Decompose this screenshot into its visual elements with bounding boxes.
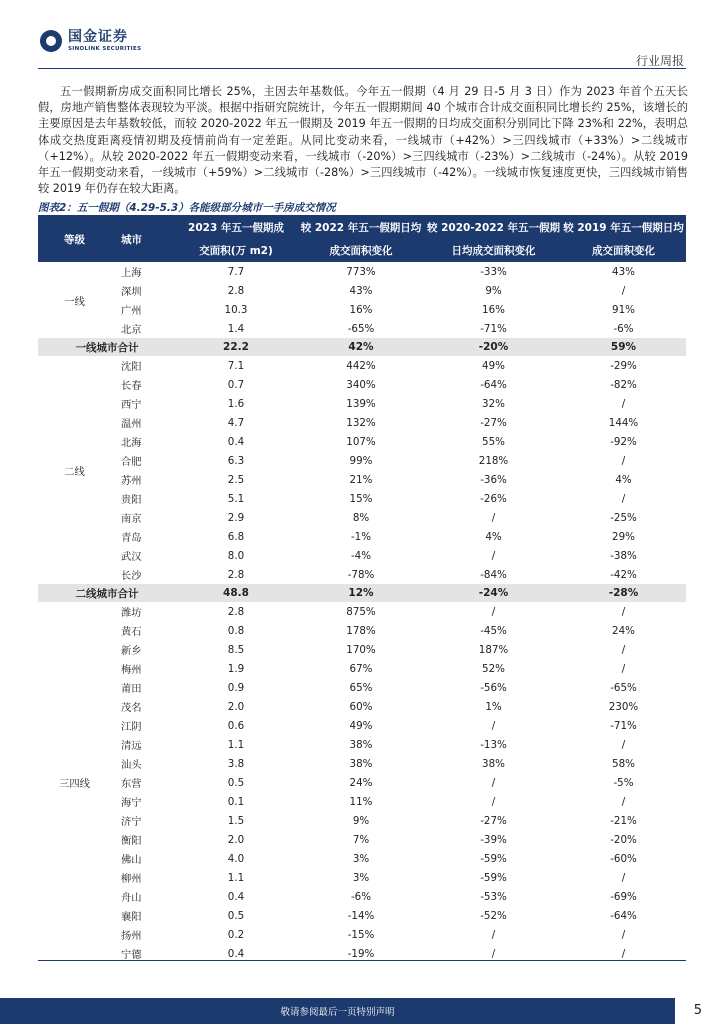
area-cell: 7.7 [227,265,245,278]
city-cell: 温州 [121,418,142,430]
vs2019-cell: -42% [610,568,637,581]
city-cell: 南京 [121,513,142,525]
city-sales-table [38,216,686,963]
table-row [38,697,686,716]
area-cell: 2.8 [227,605,245,618]
city-cell: 深圳 [121,286,142,298]
city-cell: 上海 [121,267,142,279]
vs2022-cell: 11% [349,795,373,808]
header-vs2022-line1: 较 2022 年五一假期日均 [296,216,426,239]
vs2020-cell: 32% [482,397,505,410]
vs2020-cell: -59% [480,871,507,884]
table-row [38,602,686,621]
summary-vs2019-cell: 59% [561,338,686,356]
vs2022-cell: 3% [352,852,370,865]
city-cell: 海宁 [121,797,142,809]
summary-row [38,338,686,356]
vs2020-cell: 55% [482,435,505,448]
vs2020-cell: -33% [480,265,507,278]
vs2019-cell: / [621,871,626,884]
summary-label: 二线城市合计 [38,584,176,602]
vs2019-cell: -82% [610,378,637,391]
city-cell: 江阴 [121,721,142,733]
header-vs2019-line1: 较 2019 年五一假期日均 [561,216,686,239]
vs2020-cell: 52% [482,662,505,675]
table-row [38,394,686,413]
vs2019-cell: / [621,662,626,675]
vs2022-cell: 16% [349,303,373,316]
vs2022-cell: 67% [349,662,373,675]
summary-vs2020-cell: -20% [426,338,561,356]
city-cell: 长沙 [121,570,142,582]
header-vs2020-line2: 日均成交面积变化 [426,239,561,262]
vs2019-cell: / [621,397,626,410]
summary-vs2022-cell: 42% [296,338,426,356]
vs2020-cell: -56% [480,681,507,694]
vs2020-cell: 4% [485,530,502,543]
table-row [38,716,686,735]
logo-name-cn: 国金证券 [68,29,128,45]
vs2020-cell: -27% [480,416,507,429]
figure-title: 图表2：五一假期（4.29-5.3）各能级部分城市一手房成交情况 [38,202,336,214]
summary-vs2020-cell: -24% [426,584,561,602]
vs2022-cell: 38% [349,738,373,751]
body-paragraph: 五一假期新房成交面积同比增长 25%，主因去年基数低。今年五一假期（4 月 29 日-5 月 3 日）作为 2023 年首个五天长假，房地产销售整体表现较为平淡。根据中指研究院统计，今年五一假期期间 40 个城市合计成交面积同比增长约 25%，该增长的主要原因是去年基数较低，而较 2020-2022 年五一假期及 2019 年五一假期的日均成交面积分别同比下降 23%和 22%，表明总体成交热度距离疫情初期及疫情前尚有一定差距。从同比变动来看，一线城市（+42%）>三四线城市（+33%）>二线城市（+12%）。从较 2020-2022 年五一假期变动来看，一线城市（-20%）>三四线城市（-23%）>二线城市（-24%）。从较 2019 年五一假期变动来看，一线城市（+59%）>二线城市（-28%）>三四线城市（-42%）。一线城市恢复速度更快，三四线城市销售较 2019 年仍存在较大距离。 [38,85,688,196]
area-cell: 0.1 [227,795,245,808]
vs2022-cell: 7% [352,833,370,846]
vs2019-cell: -20% [610,833,637,846]
vs2019-cell: -60% [610,852,637,865]
vs2019-cell: / [621,947,626,960]
vs2020-cell: -52% [480,909,507,922]
vs2019-cell: -25% [610,511,637,524]
area-cell: 0.6 [227,719,245,732]
vs2022-cell: 38% [349,757,373,770]
table-row [38,413,686,432]
city-cell: 西宁 [121,399,142,411]
city-cell: 合肥 [121,456,142,468]
area-cell: 0.7 [227,378,245,391]
area-cell: 7.1 [227,359,245,372]
vs2022-cell: -65% [347,322,375,335]
area-cell: 4.7 [227,416,245,429]
table-row [38,887,686,906]
header-vs2020-line1: 较 2020-2022 年五一假期 [426,216,561,239]
table-row [38,925,686,944]
area-cell: 1.1 [227,871,245,884]
vs2020-cell: -26% [480,492,507,505]
city-cell: 舟山 [121,892,142,904]
vs2019-cell: -65% [610,681,637,694]
vs2022-cell: -14% [347,909,375,922]
vs2022-cell: -6% [350,890,372,903]
table-row [38,451,686,470]
city-cell: 长春 [121,380,142,392]
vs2022-cell: 170% [346,643,376,656]
vs2020-cell: / [491,549,496,562]
vs2022-cell: -4% [350,549,372,562]
city-cell: 清远 [121,740,142,752]
vs2022-cell: 8% [352,511,370,524]
city-cell: 扬州 [121,930,142,942]
grade-cell: 一线 [64,295,85,308]
vs2020-cell: / [491,947,496,960]
vs2020-cell: -27% [480,814,507,827]
table-row [38,678,686,697]
vs2020-cell: 1% [485,700,502,713]
table-row [38,375,686,394]
city-cell: 莆田 [121,683,142,695]
vs2022-cell: 65% [349,681,373,694]
header-area-line2: 交面积(万 m2) [176,239,296,262]
vs2020-cell: -13% [480,738,507,751]
vs2022-cell: 3% [352,871,370,884]
vs2019-cell: / [621,795,626,808]
vs2020-cell: 9% [485,284,502,297]
vs2019-cell: -38% [610,549,637,562]
area-cell: 2.8 [227,284,245,297]
table-row [38,621,686,640]
summary-vs2019-cell: -28% [561,584,686,602]
table-row [38,319,686,338]
city-cell: 茂名 [121,702,142,714]
vs2019-cell: -6% [613,322,634,335]
vs2019-cell: 58% [612,757,635,770]
vs2019-cell: / [621,928,626,941]
table-row [38,735,686,754]
area-cell: 1.5 [227,814,245,827]
area-cell: 2.5 [227,473,245,486]
vs2019-cell: 230% [608,700,639,713]
area-cell: 5.1 [227,492,245,505]
city-cell: 武汉 [121,551,142,563]
vs2022-cell: -19% [347,947,375,960]
table-row [38,300,686,319]
city-cell: 新乡 [121,645,142,657]
vs2019-cell: -29% [610,359,637,372]
area-cell: 4.0 [227,852,245,865]
header-divider [38,68,686,69]
grade-cell: 三四线 [59,778,90,790]
table-row [38,792,686,811]
vs2020-cell: -36% [480,473,507,486]
summary-label: 一线城市合计 [38,338,176,356]
city-cell: 宁德 [121,949,142,961]
vs2022-cell: 340% [346,378,376,391]
city-cell: 佛山 [121,854,142,866]
page-header [0,0,724,68]
vs2020-cell: / [491,719,496,732]
logo-name-en: SINOLINK SECURITIES [68,46,142,52]
company-logo [40,30,141,53]
city-cell: 潍坊 [121,607,142,619]
table-row [38,906,686,925]
vs2020-cell: / [491,776,496,789]
area-cell: 0.4 [227,947,245,960]
summary-row [38,584,686,602]
city-cell: 贵阳 [121,494,142,506]
vs2022-cell: -15% [347,928,375,941]
vs2019-cell: 24% [612,624,635,637]
table-row [38,470,686,489]
area-cell: 0.5 [227,776,245,789]
table-row [38,849,686,868]
vs2020-cell: 38% [482,757,505,770]
city-cell: 广州 [121,305,142,317]
vs2019-cell: / [621,284,626,297]
table-row [38,281,686,300]
area-cell: 6.3 [227,454,245,467]
vs2022-cell: 15% [349,492,373,505]
area-cell: 3.8 [227,757,245,770]
bottom-divider [38,960,686,961]
vs2019-cell: / [621,738,626,751]
table-row [38,640,686,659]
vs2022-cell: 178% [346,624,376,637]
summary-area-cell: 48.8 [176,584,296,602]
vs2019-cell: 91% [612,303,635,316]
vs2022-cell: 60% [349,700,373,713]
area-cell: 2.0 [227,700,245,713]
city-cell: 北京 [121,324,142,336]
table-row [38,811,686,830]
vs2020-cell: -84% [480,568,507,581]
area-cell: 1.4 [227,322,245,335]
vs2020-cell: -59% [480,852,507,865]
vs2020-cell: 49% [482,359,505,372]
area-cell: 2.0 [227,833,245,846]
vs2019-cell: / [621,492,626,505]
vs2019-cell: -5% [613,776,634,789]
vs2022-cell: 43% [349,284,373,297]
vs2019-cell: -69% [610,890,637,903]
header-vs2019-line2: 成交面积变化 [561,239,686,262]
vs2019-cell: / [621,643,626,656]
vs2019-cell: 29% [612,530,635,543]
table-row [38,527,686,546]
area-cell: 2.9 [227,511,245,524]
summary-vs2022-cell: 12% [296,584,426,602]
area-cell: 0.8 [227,624,245,637]
header-vs2022-line2: 成交面积变化 [296,239,426,262]
vs2020-cell: -53% [480,890,507,903]
table-row [38,356,686,375]
vs2020-cell: / [491,928,496,941]
vs2022-cell: 99% [349,454,373,467]
header-city: 城市 [111,216,176,262]
table-row [38,546,686,565]
city-cell: 襄阳 [121,911,142,923]
area-cell: 0.4 [227,890,245,903]
city-cell: 济宁 [121,816,142,828]
vs2020-cell: 218% [478,454,509,467]
area-cell: 0.4 [227,435,245,448]
vs2019-cell: 43% [612,265,635,278]
area-cell: 10.3 [224,303,248,316]
table-row [38,868,686,887]
table-row [38,565,686,584]
area-cell: 2.8 [227,568,245,581]
vs2022-cell: 442% [346,359,376,372]
vs2022-cell: 9% [352,814,370,827]
vs2022-cell: 875% [346,605,376,618]
table-row [38,773,686,792]
vs2022-cell: 24% [349,776,373,789]
city-cell: 柳州 [121,873,142,885]
vs2022-cell: 21% [349,473,373,486]
city-cell: 沈阳 [121,361,142,373]
report-type-label: 行业周报 [635,54,684,68]
vs2022-cell: 773% [346,265,376,278]
page-number: 5 [693,1003,702,1018]
area-cell: 8.0 [227,549,245,562]
vs2022-cell: 132% [346,416,376,429]
area-cell: 0.2 [227,928,245,941]
vs2022-cell: 139% [346,397,376,410]
vs2022-cell: -78% [347,568,375,581]
header-grade: 等级 [38,216,111,262]
vs2019-cell: / [621,454,626,467]
area-cell: 1.9 [227,662,245,675]
footer-disclaimer: 敬请参阅最后一页特别声明 [280,1007,395,1018]
area-cell: 0.5 [227,909,245,922]
city-cell: 苏州 [121,475,142,487]
area-cell: 0.9 [227,681,245,694]
area-cell: 6.8 [227,530,245,543]
area-cell: 8.5 [227,643,245,656]
header-area-line1: 2023 年五一假期成 [176,216,296,239]
vs2019-cell: -92% [610,435,637,448]
city-cell: 东营 [121,778,142,790]
vs2020-cell: -39% [480,833,507,846]
table-row [38,830,686,849]
grade-cell: 二线 [64,465,85,478]
vs2022-cell: 107% [346,435,376,448]
vs2019-cell: 4% [615,473,632,486]
vs2019-cell: -64% [610,909,637,922]
table-row [38,659,686,678]
vs2019-cell: / [621,605,626,618]
vs2020-cell: / [491,795,496,808]
vs2019-cell: 144% [608,416,639,429]
vs2020-cell: -64% [480,378,507,391]
vs2020-cell: -71% [480,322,507,335]
vs2022-cell: 49% [349,719,373,732]
city-cell: 衡阳 [121,835,142,847]
table-row [38,262,686,281]
summary-area-cell: 22.2 [176,338,296,356]
vs2022-cell: -1% [350,530,372,543]
area-cell: 1.6 [227,397,245,410]
table-row [38,432,686,451]
vs2020-cell: 187% [478,643,509,656]
table-row [38,489,686,508]
table-row [38,508,686,527]
table-header-row-1 [38,216,686,239]
vs2020-cell: / [491,511,496,524]
vs2020-cell: -45% [480,624,507,637]
city-cell: 黄石 [121,626,142,638]
vs2020-cell: / [491,605,496,618]
city-cell: 梅州 [121,664,142,676]
vs2020-cell: 16% [482,303,505,316]
table-body [38,262,686,963]
table-row [38,754,686,773]
vs2019-cell: -21% [610,814,637,827]
area-cell: 1.1 [227,738,245,751]
vs2019-cell: -71% [610,719,637,732]
logo-icon [40,30,62,52]
city-cell: 青岛 [121,532,142,544]
city-cell: 北海 [121,437,142,449]
city-cell: 汕头 [121,759,142,771]
